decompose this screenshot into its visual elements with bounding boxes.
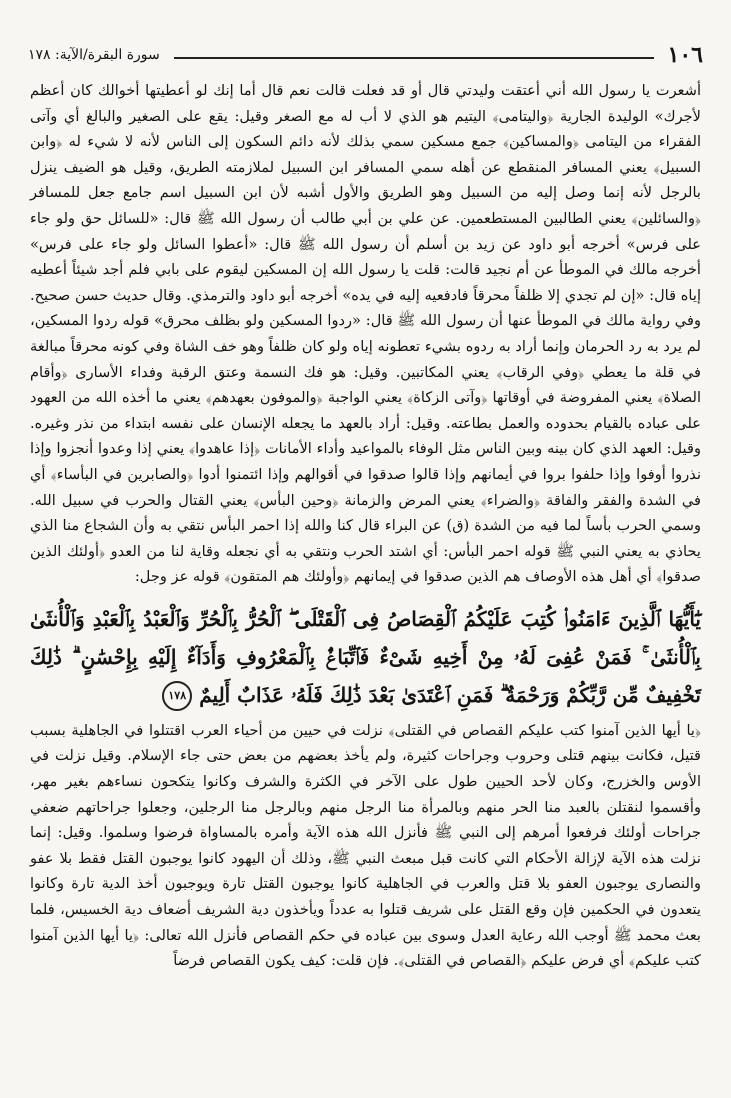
- page-header: [28, 38, 703, 72]
- surah-title: سورة البقرة/الآية: ١٧٨: [28, 47, 160, 63]
- commentary-paragraph-1: أشعرت يا رسول الله أني أعتقت وليدتي قال أو قد فعلت قالت نعم قال أما إنك لو أعطيتها أخوالك كان أعظم لأجرك» الوليدة الجارية ﴿واليتامى﴾ اليتيم هو الذي لا أب له مع الصغر وقيل: يقع على الصغير والبالغ أي وآتى الفقراء من اليتامى ﴿والمساكين﴾ جمع مسكين سمي بذلك لأنه دائم السكون إلى الناس لأنه لا شيء له ﴿وابن السبيل﴾ يعني المسافر المنقطع عن أهله سمي المسافر ابن السبيل لملازمته الطريق، وقيل هو الضيف ينزل بالرجل لأنه إنما وصل إليه من السبيل وهو الطريق والأول أشبه لأن ابن السبيل اسم جامع جعل للمسافر ﴿والسائلين﴾ يعني الطالبين المستطعمين. عن علي بن أبي طالب أن رسول الله ﷺ قال: «للسائل حق ولو جاء على فرس» أخرجه أبو داود عن زيد بن أسلم أن رسول الله ﷺ قال: «أعطوا السائل ولو جاء على فرس» أخرجه مالك في الموطأ عن أم نجيد قالت: قلت يا رسول الله إن المسكين ليقوم على بابي فلم أجد شيئاً أعطيه إياه قال: «إن لم تجدي إلا ظلفاً محرقاً فادفعيه إليه في يده» أخرجه أبو داود والترمذي. وقال حديث حسن صحيح. وفي رواية مالك في الموطأ عنها أن رسول الله ﷺ قال: «ردوا المسكين ولو بظلف محرق» قوله ردوا المسكين، لم يرد به رد الحرمان وإنما أراد به ردوه بشيء تعطونه إياه ولو كان ظلفاً وهو خف الشاة وفي كونه محرقاً مبالغة في قلة ما يعطي ﴿وفي الرقاب﴾ يعني المكاتبين. وقيل: هو فك النسمة وعتق الرقبة وفداء الأسارى ﴿وأقام الصلاة﴾ يعني المفروضة في أوقاتها ﴿وآتى الزكاة﴾ يعني الواجبة ﴿والموفون بعهدهم﴾ يعني ما أخذه الله من العهود على عباده بالقيام بحدوده والعمل بطاعته. وقيل: أراد بالعهد ما يجعله الإنسان على نفسه ابتداء من نذر وغيره. وقيل: العهد الذي كان بينه وبين الناس مثل الوفاء بالمواعيد وأداء الأمانات ﴿إذا عاهدوا﴾ يعني إذا وعدوا أنجزوا وإذا نذروا أوفوا وإذا حلفوا بروا في أيمانهم وإذا قالوا صدقوا في أقوالهم وإذا ائتمنوا أدوا ﴿والصابرين في البأساء﴾ أي في الشدة والفقر والفاقة ﴿والضراء﴾ يعني المرض والزمانة ﴿وحين البأس﴾ يعني القتال والحرب في سبيل الله. وسمي الحرب بأساً لما فيه من الشدة (ق) عن البراء قال كنا والله إذا احمر البأس نتقي به وأن الشجاع منا الذي يحاذي به يعني النبي ﷺ قوله احمر البأس: أي اشتد الحرب ونتقي به أي نجعله وقاية لنا من العدو ﴿أولئك الذين صدقوا﴾ أي أهل هذه الأوصاف هم الذين صدقوا في إيمانهم ﴿وأولئك هم المتقون﴾ قوله عز وجل:: [30, 82, 701, 586]
- commentary-paragraph-2: ﴿يا أيها الذين آمنوا كتب عليكم القصاص في القتلى﴾ نزلت في حيين من أحياء العرب اقتتلوا في الجاهلية بسبب قتيل، فكانت بينهم قتلى وحروب وجراحات كثيرة، ولم يأخذ بعضهم من بعض حتى جاء الإسلام. وقيل نزلت في الأوس والخزرج، وكان لأحد الحيين طول على الآخر في الكثرة والشرف وكانوا يتكحون نساءهم بغير مهر، وأقسموا لنقتلن بالعبد منا الحر منهم وبالمرأة منا الرجل منهم وبالرجل منا الرجلين، وجعلوا جراحاتهم ضعفي جراحات أولئك فرفعوا أمرهم إلى النبي ﷺ فأنزل الله هذه الآية وأمره بالمساواة فرضوا وسلموا. وقيل: إنما نزلت هذه الآية لإزالة الأحكام التي كانت قبل مبعث النبي ﷺ، وذلك أن اليهود كانوا يوجبون القتل فقط بلا عفو والنصارى يوجبون العفو بلا قتل والعرب في الجاهلية كانوا يوجبون القتل تارة ويوجبون أخذ الدية تارة وكانوا يتعدون في الحكمين فإن وقع القتل على شريف قتلوا به عدداً ويأخذون دية الشريف أضعاف دية الخسيس، فلما بعث محمد ﷺ أوجب الله رعاية العدل وسوى بين عباده في حكم القصاص فأنزل الله تعالى: ﴿يا أيها الذين آمنوا كتب عليكم﴾ أي فرض عليكم ﴿القصاص في القتلى﴾. فإن قلت: كيف يكون القصاص فرضاً: [30, 721, 701, 970]
- page-number: ١٠٦: [667, 42, 703, 68]
- quran-verse: [30, 600, 701, 714]
- header-rule: [174, 57, 654, 59]
- page-body: [30, 78, 701, 974]
- ayah-number-marker: ١٧٨: [162, 681, 192, 711]
- verse-text: يَٰٓأَيُّهَا ٱلَّذِينَ ءَامَنُوا۟ كُتِبَ عَلَيْكُمُ ٱلْقِصَاصُ فِى ٱلْقَتْلَى ۖ ٱلْحُرُّ بِٱلْحُرِّ وَٱلْعَبْدُ بِٱلْعَبْدِ وَٱلْأُنثَىٰ بِٱلْأُنثَىٰ ۚ فَمَنْ عُفِىَ لَهُۥ مِنْ أَخِيهِ شَىْءٌ فَٱتِّبَاعٌۢ بِٱلْمَعْرُوفِ وَأَدَآءٌ إِلَيْهِ بِإِحْسَٰنٍ ۗ ذَٰلِكَ تَخْفِيفٌ مِّن رَّبِّكُمْ وَرَحْمَةٌ ۗ فَمَنِ ٱعْتَدَىٰ بَعْدَ ذَٰلِكَ فَلَهُۥ عَذَابٌ أَلِيمٌ: [30, 606, 701, 707]
